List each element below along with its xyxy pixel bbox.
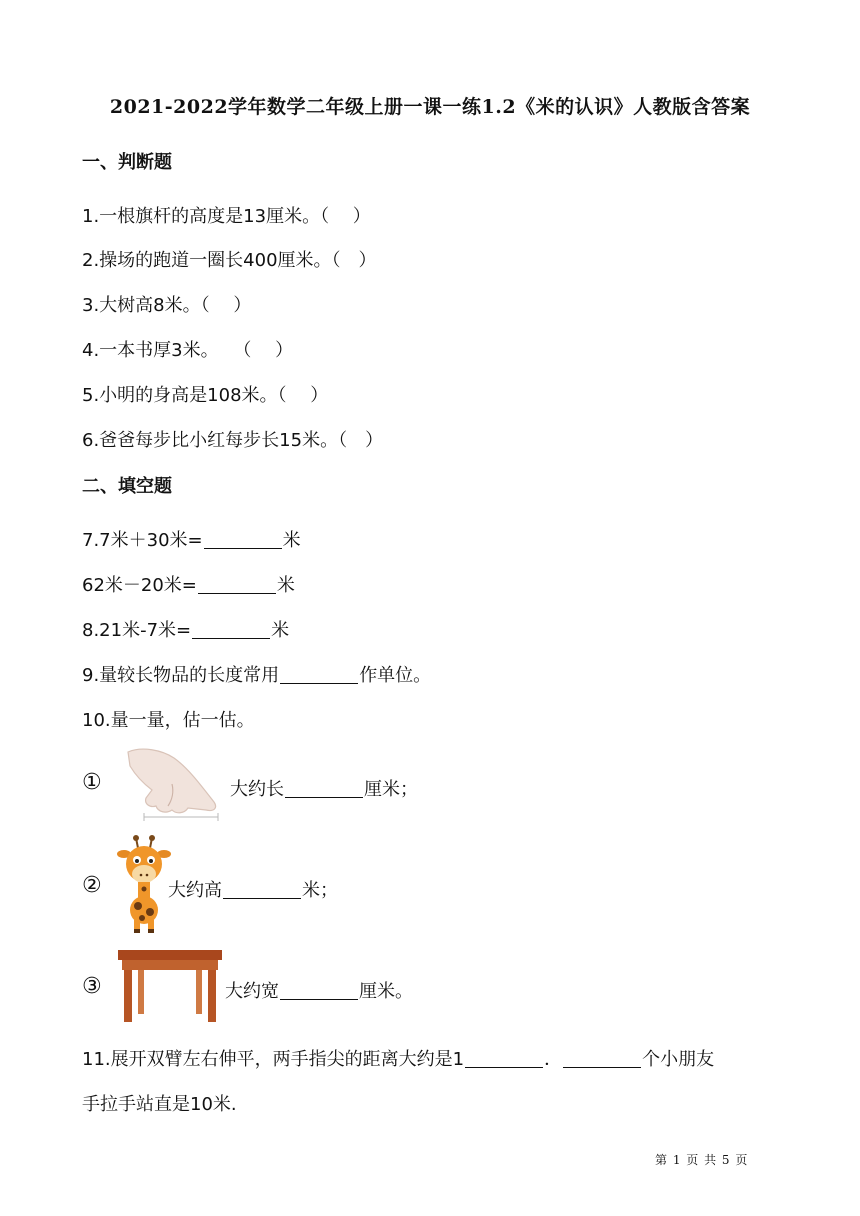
question-7b <box>82 571 295 597</box>
giraffe-icon <box>114 834 174 934</box>
sub-line-3 <box>225 977 413 1003</box>
question-9-text: 9.量较长物品的长度常用 <box>82 665 280 686</box>
page-footer: 第 1 页 共 5 页 <box>655 1153 749 1167</box>
question-7a <box>82 526 301 552</box>
answer-blank[interactable] <box>192 620 270 639</box>
sub-1-unit: 厘米； <box>364 779 418 800</box>
question-11-text: 11.展开双臂左右伸平，两手指尖的距离大约是1 <box>82 1049 465 1070</box>
sub-2-unit: 米； <box>302 880 338 901</box>
sub-1-text: 大约长 <box>230 779 284 800</box>
answer-blank[interactable] <box>198 575 276 594</box>
question-7b-text: 62米－20米= <box>82 575 197 596</box>
question-11-line-1 <box>82 1045 714 1071</box>
sub-line-1 <box>230 775 418 801</box>
answer-blank[interactable] <box>465 1049 543 1068</box>
question-9-tail: 作单位。 <box>359 665 432 686</box>
question-10: 10.量一量，估一估。 <box>82 710 255 731</box>
question-7b-unit: 米 <box>276 575 295 596</box>
answer-blank[interactable] <box>280 665 358 684</box>
sub-2-text: 大约高 <box>168 880 222 901</box>
section-heading-fill: 二、填空题 <box>82 476 172 497</box>
answer-blank[interactable] <box>223 880 301 899</box>
answer-blank[interactable] <box>204 530 282 549</box>
section-heading-judgement: 一、判断题 <box>82 152 172 173</box>
answer-blank[interactable] <box>280 981 358 1000</box>
sub-3-text: 大约宽 <box>225 981 279 1002</box>
answer-blank[interactable] <box>285 779 363 798</box>
sub-line-2 <box>168 876 338 902</box>
question-3: 3.大树高8米。（ ） <box>82 295 252 316</box>
sub-mark-1: ① <box>82 770 102 795</box>
question-7a-unit: 米 <box>282 530 301 551</box>
document-title: 2021-2022学年数学二年级上册一课一练1.2《米的认识》人教版含答案 <box>109 96 751 118</box>
question-2: 2.操场的跑道一圈长400厘米。（ ） <box>82 250 377 271</box>
question-11-tail: 个小朋友 <box>642 1049 715 1070</box>
sub-mark-2: ② <box>82 873 102 898</box>
question-9 <box>82 661 431 687</box>
question-8 <box>82 616 289 642</box>
sub-3-unit: 厘米。 <box>359 981 413 1002</box>
question-4: 4.一本书厚3米。 （ ） <box>82 340 294 361</box>
question-11-line-2: 手拉手站直是10米. <box>82 1094 237 1115</box>
question-7a-text: 7.7米＋30米= <box>82 530 203 551</box>
answer-blank[interactable] <box>563 1049 641 1068</box>
question-1: 1.一根旗杆的高度是13厘米。（ ） <box>82 206 371 227</box>
finger-icon <box>122 744 222 824</box>
question-11-separator: ． <box>544 1049 563 1070</box>
question-6: 6.爸爸每步比小红每步长15米。（ ） <box>82 430 384 451</box>
question-8-unit: 米 <box>271 620 290 641</box>
question-5: 5.小明的身高是108米。（ ） <box>82 385 329 406</box>
sub-mark-3: ③ <box>82 974 102 999</box>
question-8-text: 8.21米-7米= <box>82 620 192 641</box>
table-icon <box>116 946 226 1026</box>
